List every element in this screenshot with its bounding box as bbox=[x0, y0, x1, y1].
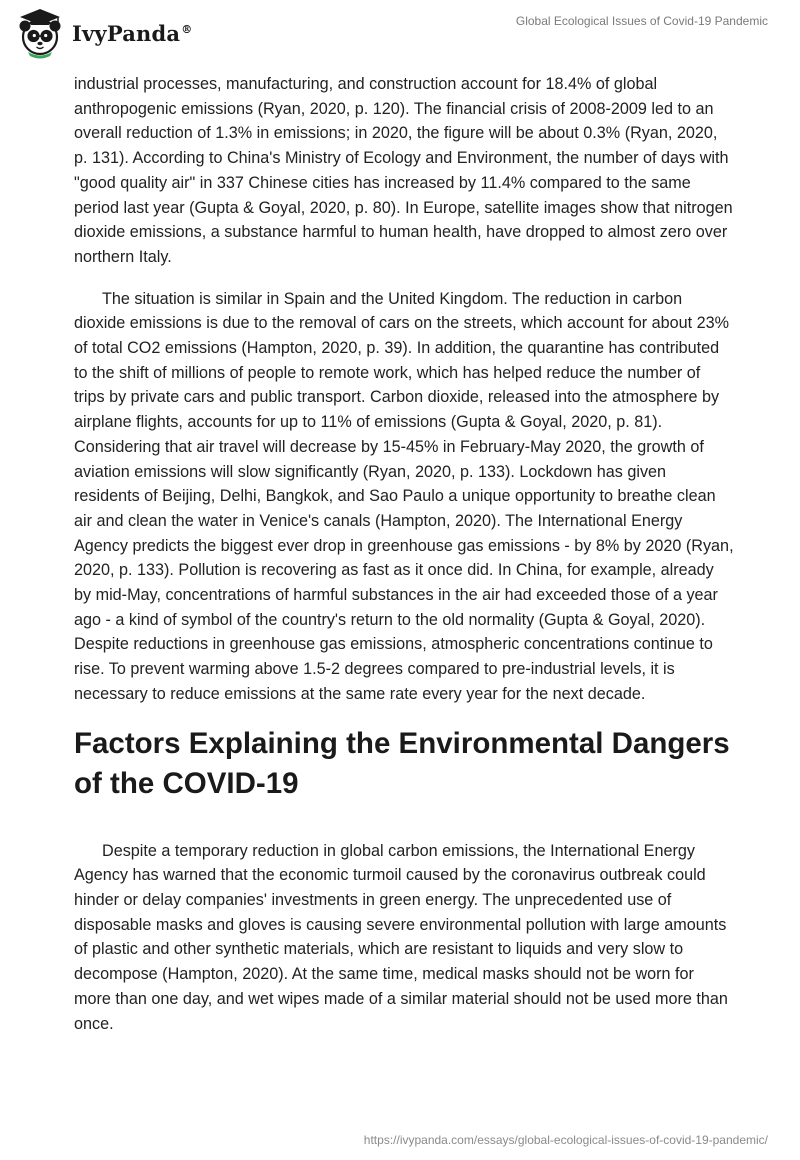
brand-name: IvyPanda® bbox=[72, 20, 193, 46]
source-url[interactable]: https://ivypanda.com/essays/global-ecological-issues-of-covid-19-pandemic/ bbox=[363, 1133, 768, 1147]
panda-graduate-icon bbox=[14, 7, 66, 59]
ivypanda-logo[interactable] bbox=[14, 7, 192, 59]
paragraph: The situation is similar in Spain and the United Kingdom. The reduction in carbon dioxide emissions is due to the removal of cars on the streets, which account for about 23% of total CO2 emissions (Hampton, 2020, p. 39). In addition, the quarantine has contributed to the shift of millions of people to remote work, which has helped reduce the number of trips by private cars and public transport. Carbon dioxide, released into the atmosphere by airplane flights, accounts for up to 11% of emissions (Gupta & Goyal, 2020, p. 81). Considering that air travel will decrease by 15-45% in February-May 2020, the growth of aviation emissions will slow significantly (Ryan, 2020, p. 133). Lockdown has given residents of Beijing, Delhi, Bangkok, and Sao Paulo a unique opportunity to breathe clean air and clean the water in Venice's canals (Hampton, 2020). The International Energy Agency predicts the biggest ever drop in greenhouse gas emissions - by 8% by 2020 (Ryan, 2020, p. 133). Pollution is recovering as fast as it once did. In China, for example, already by mid-May, concentrations of harmful substances in the air had exceeded those of a year ago - a kind of symbol of the country's return to the old normality (Gupta & Goyal, 2020). Despite reductions in greenhouse gas emissions, atmospheric concentrations continue to rise. To prevent warming above 1.5-2 degrees compared to pre-industrial levels, it is necessary to reduce emissions at the same rate every year for the next decade. bbox=[74, 289, 734, 703]
paragraph: Despite a temporary reduction in global carbon emissions, the International Energy Agency has warned that the economic turmoil caused by the coronavirus outbreak could hinder or delay companies' investments in green energy. The unprecedented use of disposable masks and gloves is causing severe environmental pollution with large amounts of plastic and other synthetic materials, which are resistant to liquids and very slow to decompose (Hampton, 2020). At the same time, medical masks should not be worn for more than one day, and wet wipes made of a similar material should not be used more than once. bbox=[74, 841, 728, 1033]
section-heading: Factors Explaining the Environmental Dangers of the COVID-19 bbox=[74, 726, 730, 800]
page-header bbox=[0, 0, 800, 70]
paragraph-continued: industrial processes, manufacturing, and construction account for 18.4% of global anthropogenic emissions (Ryan, 2020, p. 120). The financial crisis of 2008-2009 led to an overall reduction of 1.3% in emissions; in 2020, the figure will be about 0.3% (Ryan, 2020, p. 131). According to China's Ministry of Ecology and Environment, the number of days with "good quality air" in 337 Chinese cities has increased by 11.4% compared to the same period last year (Gupta & Goyal, 2020, p. 80). In Europe, satellite images show that nitrogen dioxide emissions, a substance harmful to human health, have dropped to almost zero over northern Italy. bbox=[74, 75, 733, 266]
essay-body bbox=[74, 72, 734, 1053]
document-title: Global Ecological Issues of Covid-19 Pandemic bbox=[515, 14, 768, 28]
